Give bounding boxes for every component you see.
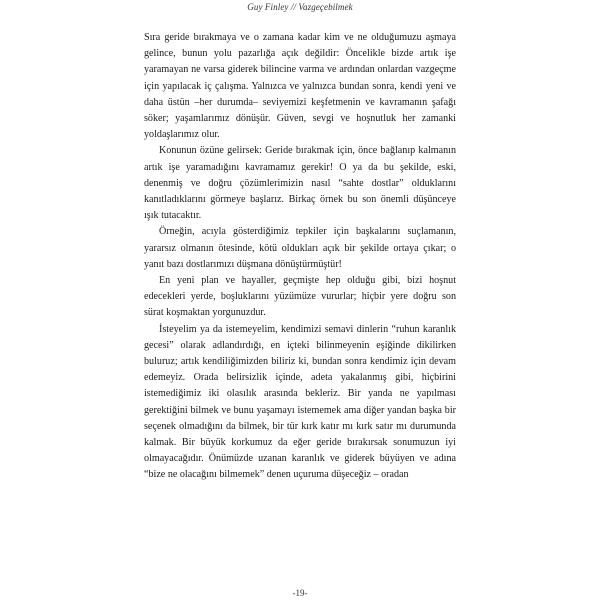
paragraph-4: En yeni plan ve hayaller, geçmişte hep olduğu gibi, bizi hoşnut edecekleri yerde, boşluklarını yüzümüze vururlar; hiçbir yere doğru son sürat koşmaktan yorgunuzdur.	[144, 275, 456, 319]
running-head: Guy Finley // Vazgeçebilmek	[247, 2, 353, 12]
page-number: -19-	[292, 588, 308, 598]
paragraph-2: Konunun özüne gelirsek: Geride bırakmak için, önce bağlanıp kalmanın artık işe yaramadığını kavramamız gerekir! O ya da bu şekilde, eski, denenmiş ve doğru çözümlerimizin nasıl “sahte dostlar” olduklarını kanıtladıklarını görmeye başlarız. Birkaç örnek bu son önemli düşünceye ışık tutacaktır.	[144, 145, 456, 222]
paragraph-5: İsteyelim ya da istemeyelim, kendimizi semavi dinlerin “ruhun karanlık gecesi” olarak adlandırdığı, en içteki bilinmeyenin eşiğinde dikilirken buluruz; artık kendiliğimizden biliriz ki, bundan sonra kendimiz için devam edemeyiz. Orada belirsizlik içinde, adeta yakalanmış gibi, hiçbirini istemediğimiz iki olasılık arasında bekleriz. Bir yanda ne yapılması gerektiğini bilmek ve bunu yaşamayı istememek ama diğer yandan başka bir seçenek olmadığını da bilmek, bir tür kırk katır mı kırk satır mı durumunda kalmak. Bir büyük korkumuz da eğer geride bırakırsak sonumuzun iyi olmayacağıdır. Önümüzde uzanan karanlık ve giderek büyüyen ve adına “bize ne olacağını bilmemek” denen uçuruma düşeceğiz – oradan	[144, 323, 456, 481]
paragraph-3: Örneğin, acıyla gösterdiğimiz tepkiler için başkalarını suçlamanın, yararsız olmanın ötesinde, kötü oldukları açık bir şekilde ortaya çıkar; o yanıt bazı dostlarımızı düşmana dönüştürmüştür!	[144, 226, 456, 270]
paragraph-1: Sıra geride bırakmaya ve o zamana kadar kim ve ne olduğumuzu aşmaya gelince, bunun yolu pazarlığa açık değildir: Öncelikle bizde artık işe yaramayan ne varsa giderek bilincine varma ve ardından onlardan vazgeçme için yapılacak iç çalışma. Yalnızca ve yalnızca bundan sonra, kendi yeni ve daha üstün –her durumda– seviyemizi keşfetmenin ve kavramanın şafağı söker; yaşamlarımız dönüşür. Güven, sevgi ve hoşnutluk her zamanki yoldaşlarımız olur.	[144, 32, 456, 141]
body-text	[144, 30, 456, 484]
